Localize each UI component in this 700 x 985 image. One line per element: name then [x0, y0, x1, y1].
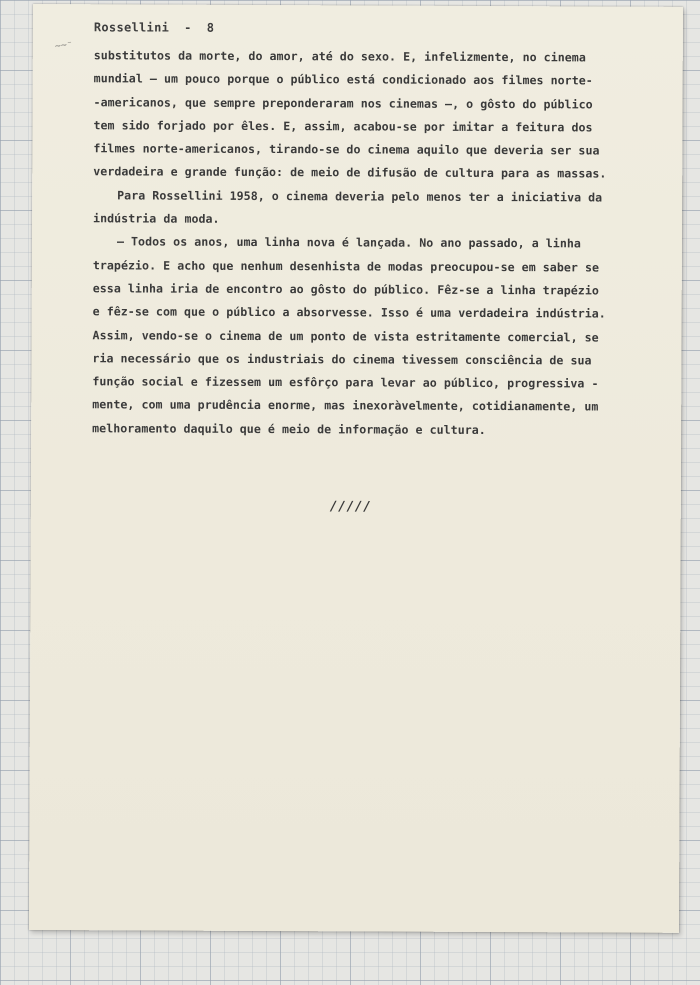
end-mark: ///// [329, 499, 372, 515]
text-line: função social e fizessem um esfôrço para levar ao público, progressiva - [92, 374, 599, 391]
text-line: -americanos, que sempre preponderaram nos cinemas —, o gôsto do público [93, 94, 593, 112]
text-line: ria necessário que os industriais do cinema tivessem consciência de sua [92, 351, 592, 368]
text-line: — Todos os anos, uma linha nova é lançada. No ano passado, a linha [116, 234, 581, 251]
text-line: Assim, vendo-se o cinema de um ponto de vista estritamente comercial, se [92, 327, 599, 345]
text-line: indústria da moda. [93, 211, 220, 226]
text-line: tem sido forjado por êles. E, assim, acabou-se por imitar a feitura dos [93, 118, 593, 135]
text-line: melhoramento daquilo que é meio de informação e cultura. [92, 421, 486, 437]
text-line: filmes norte-americanos, tirando-se do cinema aquilo que deveria ser sua [93, 141, 600, 158]
text-line: e fêz-se com que o público a absorvesse. Isso é uma verdadeira indústria. [92, 304, 606, 321]
text-line: mundial — um pouco porque o público está condicionado aos filmes norte- [93, 71, 593, 88]
typewritten-page [29, 4, 683, 933]
text-line: mente, com uma prudência enorme, mas inexoràvelmente, cotidianamente, um [92, 397, 599, 414]
pen-mark-icon: ~~⁻ [54, 38, 74, 53]
text-line: verdadeira e grande função: de meio de difusão de cultura para as massas. [93, 164, 607, 181]
body-text [92, 44, 654, 442]
text-line: essa linha iria de encontro ao gôsto do público. Fêz-se a linha trapézio [92, 281, 599, 298]
text-line: trapézio. E acho que nenhum desenhista de modas preocupou-se em saber se [92, 257, 600, 275]
text-line: Para Rossellini 1958, o cinema deveria pelo menos ter a iniciativa da [117, 188, 603, 205]
page-header: Rossellini - 8 [93, 20, 215, 35]
text-line: substitutos da morte, do amor, até do sexo. E, infelizmente, no cinema [93, 48, 586, 65]
